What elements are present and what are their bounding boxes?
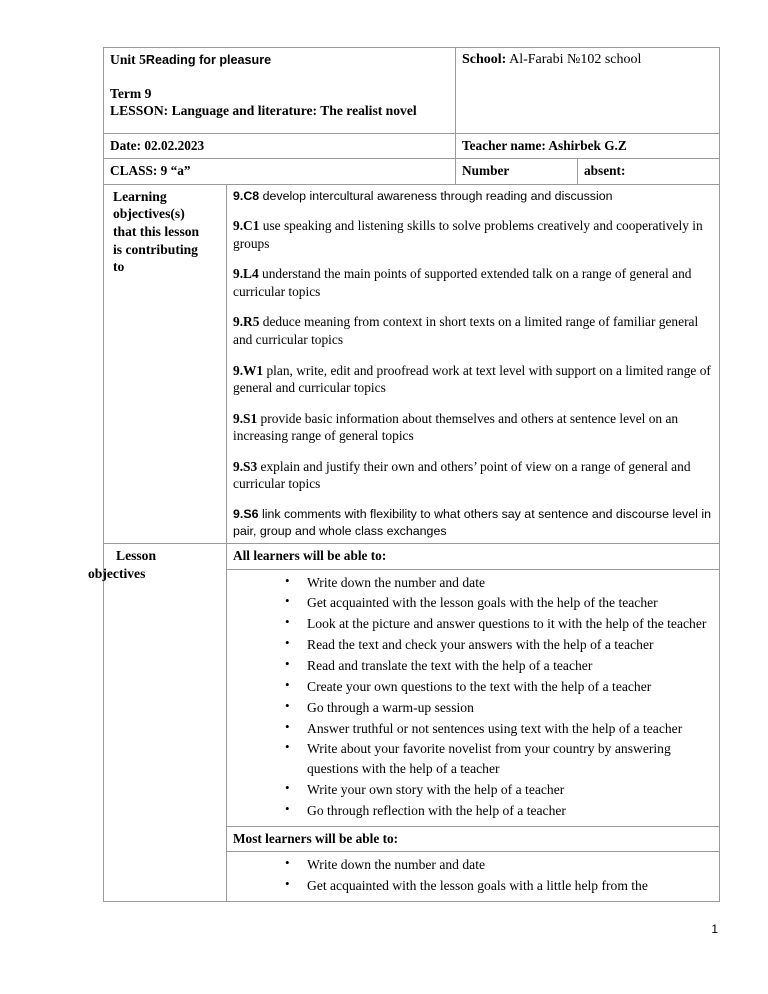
bullet-list-most-learners (233, 855, 713, 896)
lesson-objectives-label (88, 547, 220, 582)
learning-objective-text: understand the main points of supported extended talk on a range of general and curricular topics (233, 266, 692, 299)
bullet-list-all-learners (233, 573, 713, 821)
list-item: • Get acquainted with the lesson goals with the help of the teacher (285, 593, 713, 613)
list-item: • Write your own story with the help of a teacher (285, 780, 713, 800)
school-line (462, 51, 713, 69)
cell-learning-objectives-list (227, 184, 720, 544)
learning-objective-code: 9.R5 (233, 314, 260, 330)
cell-unit-info (104, 48, 456, 134)
cell-number: Number (456, 159, 578, 184)
learning-objective-code: 9.C1 (233, 218, 260, 234)
cell-learning-objectives-label (104, 184, 227, 544)
lesson-label-line-1: Lesson (116, 548, 157, 564)
list-item: • Create your own questions to the text with the help of a teacher (285, 677, 713, 697)
cell-absent: absent: (578, 159, 720, 184)
label-line-4: is contributing (113, 241, 198, 257)
cell-school (456, 48, 720, 134)
label-line-1: Learning (113, 188, 167, 204)
learning-objective-item (233, 506, 713, 539)
list-item: • Go through a warm-up session (285, 698, 713, 718)
cell-date: Date: 02.02.2023 (104, 134, 456, 159)
label-line-3: that this lesson (113, 223, 200, 239)
cell-bullets-most-learners (227, 852, 720, 902)
label-line-5: to (113, 259, 125, 275)
list-item: • Write about your favorite novelist from your country by answering questions with the help of a teacher (285, 739, 713, 779)
learning-objective-code: 9.S1 (233, 410, 258, 426)
table-row-unit-school (104, 48, 720, 134)
learning-objective-item (233, 313, 713, 348)
cell-lesson-objectives-label (88, 544, 227, 901)
table-row-learning-objectives (104, 184, 720, 544)
lesson-plan-table (88, 47, 720, 902)
learning-objective-text: use speaking and listening skills to solve problems creatively and cooperatively in groups (233, 218, 703, 251)
learning-objective-code: 9.C8 (233, 188, 260, 203)
unit-line (110, 51, 449, 69)
learning-objective-item (233, 458, 713, 493)
list-item: • Answer truthful or not sentences using text with the help of a teacher (285, 719, 713, 739)
lesson-title: LESSON: Language and literature: The realist novel (110, 103, 417, 119)
lesson-label-line-2: objectives (88, 566, 146, 581)
list-item: • Get acquainted with the lesson goals with a little help from the (285, 876, 713, 896)
list-item: • Look at the picture and answer questions to it with the help of the teacher (285, 614, 713, 634)
school-value: Al-Farabi №102 school (509, 52, 642, 67)
list-item: • Read the text and check your answers with the help of a teacher (285, 635, 713, 655)
cell-class: CLASS: 9 “a” (104, 159, 456, 184)
learning-objective-code: 9.W1 (233, 362, 264, 378)
school-label: School: (462, 52, 507, 67)
learning-objective-code: 9.S6 (233, 506, 259, 521)
learning-objective-text: explain and justify their own and others’ point of view on a range of general and curricular topics (233, 458, 691, 492)
list-item: • Write down the number and date (285, 855, 713, 875)
list-item: • Write down the number and date (285, 573, 713, 593)
list-item: • Go through reflection with the help of a teacher (285, 801, 713, 821)
learning-objective-code: 9.L4 (233, 266, 259, 282)
learning-objective-code: 9.S3 (233, 458, 258, 474)
label-line-2: objectives(s) (113, 206, 185, 222)
learning-objective-text: link comments with flexibility to what others say at sentence and discourse level in pair, group and whole class exchanges (233, 506, 711, 538)
page-number: 1 (711, 922, 718, 936)
unit-title: Reading for pleasure (145, 53, 272, 67)
table-row-class-number-absent (104, 159, 720, 184)
cell-teacher-name: Teacher name: Ashirbek G.Z (456, 134, 720, 159)
learning-objective-item (233, 188, 713, 205)
unit-label: Unit 5 (110, 52, 146, 67)
learning-objective-item (233, 217, 713, 252)
term-label: Term 9 (110, 85, 152, 101)
learning-objective-text: deduce meaning from context in short texts on a limited range of familiar general and curricular topics (233, 314, 699, 348)
table-row-date-teacher (104, 134, 720, 159)
learning-objectives-label (110, 188, 220, 276)
subheading-all-learners: All learners will be able to: (227, 544, 720, 569)
learning-objective-item (233, 410, 713, 445)
list-item: • Read and translate the text with the help of a teacher (285, 656, 713, 676)
learning-objective-text: provide basic information about themselves and others at sentence level on an increasing range of general topics (233, 410, 679, 444)
learning-objective-item (233, 265, 713, 300)
table-row-lesson-objectives-heading (104, 544, 720, 569)
subheading-most-learners: Most learners will be able to: (227, 826, 720, 851)
learning-objective-item (233, 362, 713, 397)
learning-objective-text: plan, write, edit and proofread work at text level with support on a limited range of general and curricular topics (233, 362, 711, 396)
learning-objectives-items (233, 188, 713, 540)
learning-objective-text: develop intercultural awareness through reading and discussion (259, 188, 613, 203)
cell-bullets-all-learners (227, 569, 720, 826)
